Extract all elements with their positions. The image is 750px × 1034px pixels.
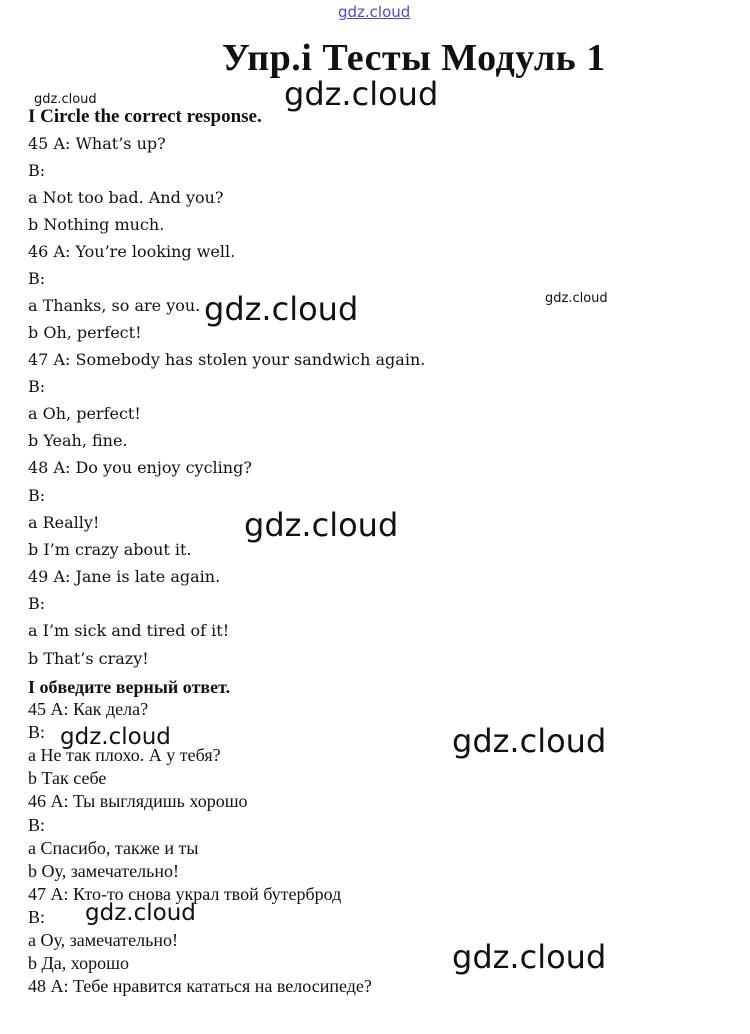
russian-line: В: [28, 722, 46, 742]
english-line: b Nothing much. [28, 215, 165, 234]
english-line: a Really! [28, 513, 100, 532]
english-line: B: [28, 269, 46, 288]
russian-line: b Так себе [28, 768, 107, 788]
english-heading: I Circle the correct response. [28, 106, 262, 127]
watermark: gdz.cloud [60, 724, 171, 750]
russian-line: В: [28, 815, 46, 835]
watermark: gdz.cloud [204, 290, 359, 328]
russian-line: a Не так плохо. А у тебя? [28, 745, 221, 765]
english-line: 45 A: What’s up? [28, 134, 166, 153]
english-line: b Yeah, fine. [28, 431, 128, 450]
english-line: B: [28, 377, 46, 396]
english-line: B: [28, 161, 46, 180]
watermark: gdz.cloud [545, 291, 608, 306]
english-line: a Thanks, so are you. [28, 296, 201, 315]
english-line: 49 A: Jane is late again. [28, 567, 221, 586]
english-line: b Oh, perfect! [28, 323, 142, 342]
english-line: a Not too bad. And you? [28, 188, 224, 207]
russian-line: b Да, хорошо [28, 953, 129, 973]
watermark-top-link[interactable]: gdz.cloud [338, 3, 411, 21]
watermark: gdz.cloud [452, 722, 607, 760]
watermark: gdz.cloud [452, 938, 607, 976]
russian-line: b Оу, замечательно! [28, 861, 179, 881]
russian-line: 48 А: Тебе нравится кататься на велосипеде? [28, 976, 372, 996]
english-line: 46 A: You’re looking well. [28, 242, 236, 261]
watermark: gdz.cloud [284, 75, 439, 113]
russian-line: a Оу, замечательно! [28, 930, 178, 950]
russian-line: 45 А: Как дела? [28, 699, 149, 719]
page-title: Упр.i Тесты Модуль 1 [222, 37, 606, 79]
watermark: gdz.cloud [85, 900, 196, 926]
english-line: 47 A: Somebody has stolen your sandwich again. [28, 350, 426, 369]
english-line: B: [28, 594, 46, 613]
watermark: gdz.cloud [34, 92, 97, 107]
russian-line: В: [28, 907, 46, 927]
watermark: gdz.cloud [244, 506, 399, 544]
english-line: b That’s crazy! [28, 649, 149, 668]
english-line: b I’m crazy about it. [28, 540, 192, 559]
russian-line: 46 А: Ты выглядишь хорошо [28, 791, 248, 811]
russian-heading: I обведите верный ответ. [28, 677, 231, 697]
russian-line: 47 А: Кто-то снова украл твой бутерброд [28, 884, 342, 904]
english-line: a Oh, perfect! [28, 404, 141, 423]
english-line: a I’m sick and tired of it! [28, 621, 230, 640]
english-line: 48 A: Do you enjoy cycling? [28, 458, 252, 477]
russian-line: a Спасибо, также и ты [28, 838, 199, 858]
english-line: B: [28, 486, 46, 505]
